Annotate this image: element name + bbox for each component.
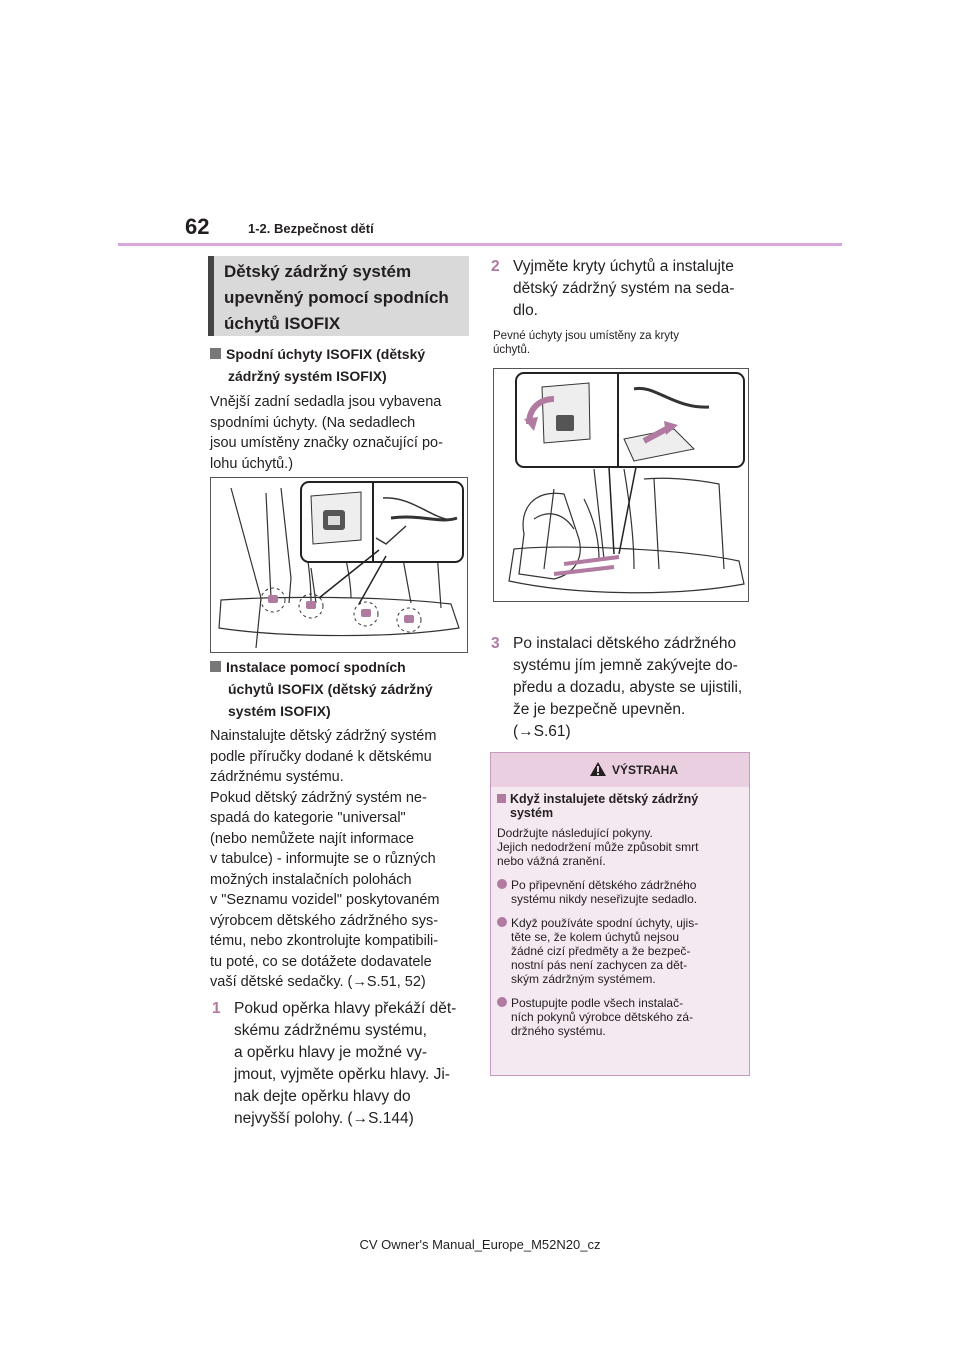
bullet-dot-icon [497, 997, 507, 1007]
warning-intro: Dodržujte následující pokyny. Jejich nedodržení může způsobit smrt nebo vážná zranění. [497, 826, 699, 868]
square-bullet-icon [210, 348, 221, 359]
subheading-installation: Instalace pomocí spodních úchytů ISOFIX (dětský zádržný systém ISOFIX) [210, 656, 480, 722]
bullet-dot-icon [497, 917, 507, 927]
step-number: 2 [491, 258, 500, 275]
figure-child-seat-installation [493, 368, 749, 602]
square-bullet-icon [497, 794, 506, 803]
warning-triangle-icon [589, 761, 607, 777]
section-heading-box [208, 256, 469, 336]
page-number: 62 [185, 214, 210, 239]
header-rule [118, 243, 842, 246]
step-3: 3 Po instalaci dětského zádržného systému jím jemně zakývejte do- předu a dozadu, abyste se ujistili, že je bezpečně upevněn. (→S.61) [491, 635, 743, 740]
warning-header [491, 753, 749, 787]
warning-bullet: Po připevnění dětského zádržného systému nikdy neseřizujte sedadlo. [497, 878, 743, 906]
warning-title: VÝSTRAHA [612, 763, 679, 777]
warning-box [490, 752, 750, 1076]
heading-line: upevněný pomocí spodních [224, 288, 449, 307]
heading-line: Dětský zádržný systém [224, 262, 412, 281]
section-title: 1-2. Bezpečnost dětí [248, 221, 374, 236]
square-bullet-icon [210, 661, 221, 672]
figure-rear-seat-anchors [210, 477, 468, 653]
paragraph-installation: Nainstalujte dětský zádržný systém podle příručky dodané k dětskému zádržnému systému. Pokud dětský zádržný systém ne- spadá do kategorie "universal" (nebo nemůžete najít informace v tabulce) - informujte se o různých možných instalačních polohách v "Seznamu vozidel" poskytovaném výrobcem dětského zádržného sys- tému, nebo zkontrolujte kompatibili- tu poté, co se dotážete dodavatele vaší dětské sedačky. (→S.51, 52) [210, 728, 440, 990]
step-number: 3 [491, 635, 500, 652]
step-2: 2 Vyjměte kryty úchytů a instalujte dětský zádržný systém na seda- dlo. [491, 258, 735, 319]
heading-line: úchytů ISOFIX [224, 314, 341, 333]
paragraph-anchors: Vnější zadní sedadla jsou vybavena spodními úchyty. (Na sedadlech jsou umístěny značky označující po- lohu úchytů.) [210, 394, 443, 472]
footer-manual-id: CV Owner's Manual_Europe_M52N20_cz [359, 1237, 601, 1252]
child-seat-illustration [494, 369, 748, 601]
warning-bullet: Postupujte podle všech instalač- ních pokynů výrobce dětského zá- držného systému. [497, 996, 743, 1038]
rear-seat-illustration [211, 478, 467, 652]
step-1: 1 Pokud opěrka hlavy překáží dět- skému zádržnému systému, a opěrku hlavy je možné vy- jmout, vyjměte opěrku hlavy. Ji- nak dejte opěrku hlavy do nejvyšší polohy. (→S.144) [212, 1000, 457, 1127]
subheading-isofix-anchors: Spodní úchyty ISOFIX (dětský zádržný systém ISOFIX) [210, 343, 480, 387]
figure-caption: Pevné úchyty jsou umístěny za kryty úchytů. [493, 330, 679, 356]
step-number: 1 [212, 1000, 221, 1017]
bullet-dot-icon [497, 879, 507, 889]
warning-subheading: Když instalujete dětský zádržný systém [497, 792, 743, 820]
warning-bullet: Když používáte spodní úchyty, ujis- těte se, že kolem úchytů nejsou žádné cizí předměty a že bezpeč- nostní pás není zachycen za dět- ským zádržným systémem. [497, 916, 743, 986]
